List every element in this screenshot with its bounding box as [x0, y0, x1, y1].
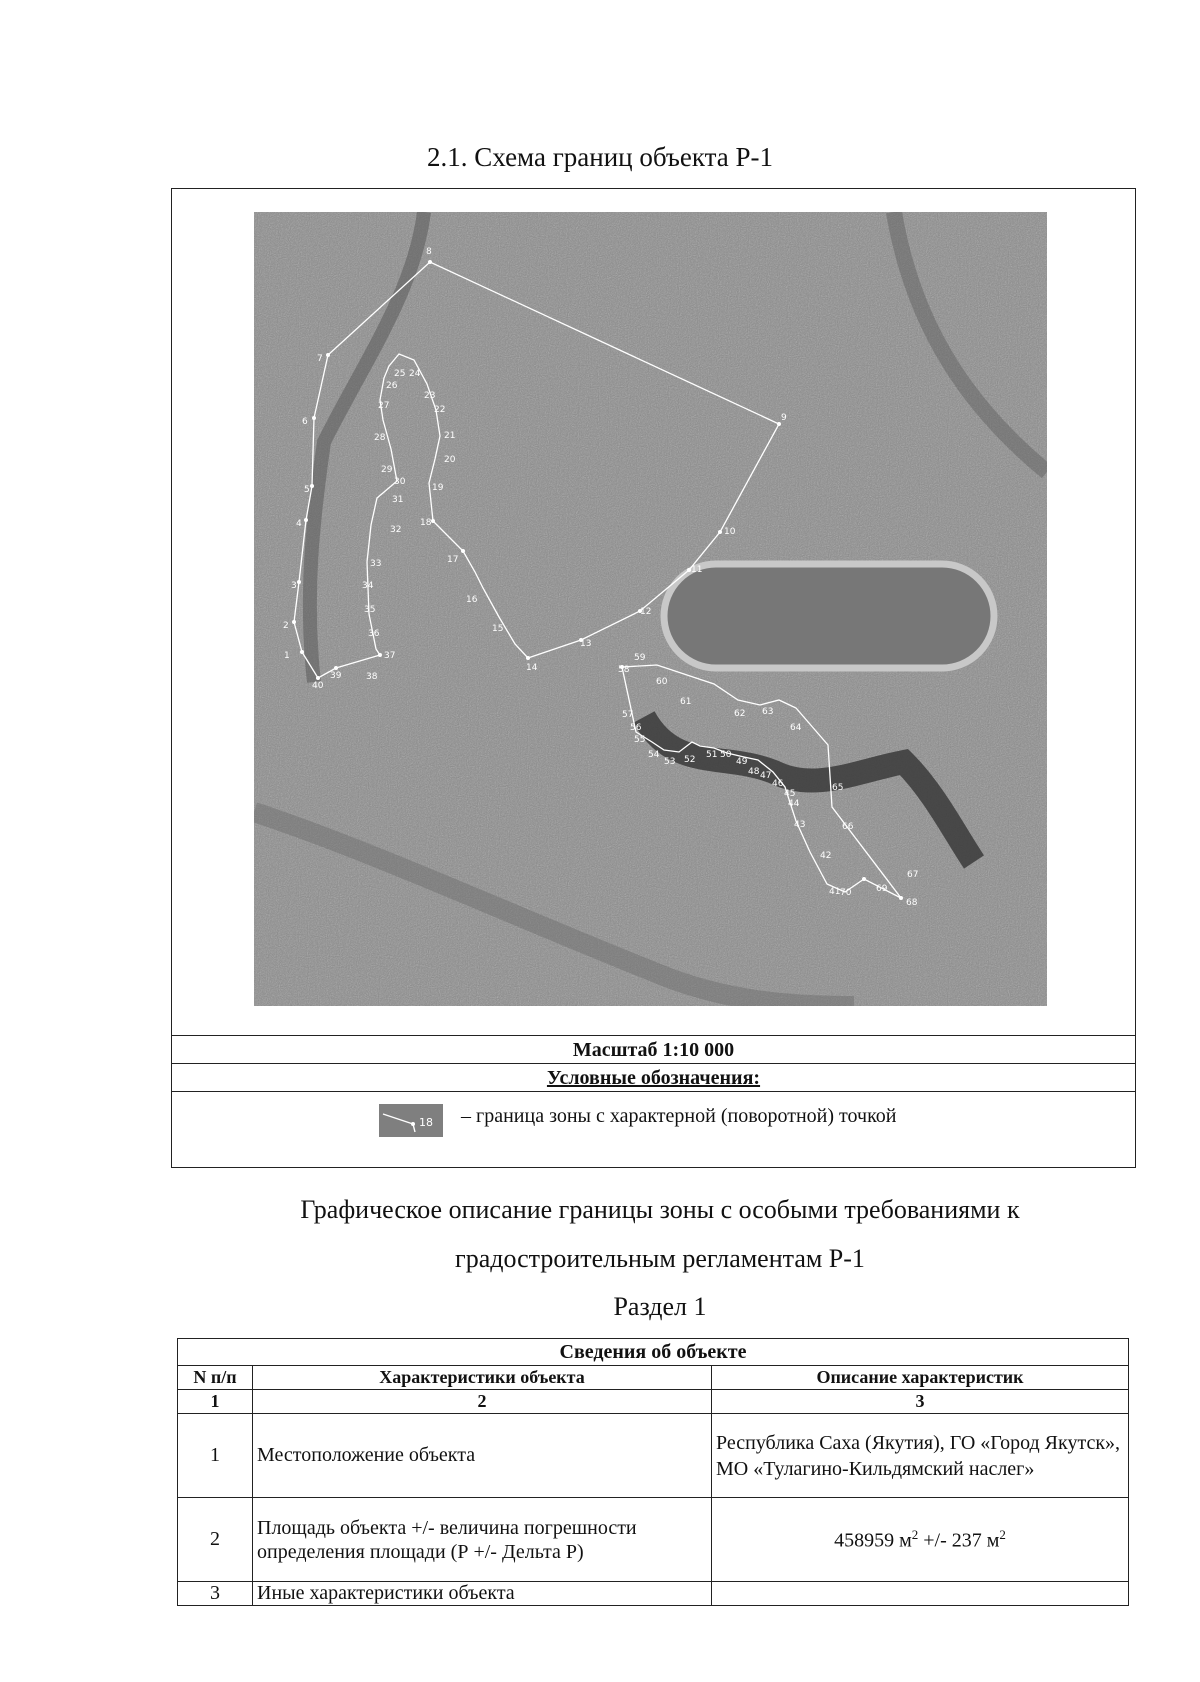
stadium-track: [664, 564, 994, 668]
table-header-row: [178, 1366, 1129, 1390]
vertex-label: 6: [302, 417, 308, 427]
row-value: [712, 1582, 1129, 1606]
vertex-label: 36: [368, 629, 380, 639]
header-number: N п/п: [178, 1366, 253, 1390]
vertex-label: 4: [296, 519, 302, 529]
vertex-label: 11: [691, 565, 703, 575]
vertex-label: 55: [634, 735, 646, 745]
vertex-label: 44: [788, 799, 800, 809]
vertex-label: 58: [618, 665, 630, 675]
vertex-label: 62: [734, 709, 746, 719]
header-number-3: 3: [712, 1390, 1129, 1414]
scheme-title: 2.1. Схема границ объекта Р-1: [426, 142, 773, 172]
vertex-label: 43: [794, 820, 806, 830]
vertex-label: 70: [840, 888, 852, 898]
vertex-label: 21: [444, 431, 456, 441]
vertex-label: 29: [381, 465, 393, 475]
vertex-label: 23: [424, 391, 436, 401]
vertex-label: 39: [330, 671, 342, 681]
row-number: 3: [178, 1582, 253, 1606]
vertex-label: 41: [829, 887, 841, 897]
boundary-map-svg: [254, 212, 1047, 1006]
row-value: [712, 1498, 1129, 1582]
table-row: [178, 1582, 1129, 1606]
vertex-label: 19: [432, 483, 444, 493]
row-name: Иные характеристики объекта: [253, 1582, 712, 1606]
vertex-label: 8: [426, 247, 432, 257]
vertex-label: 56: [630, 723, 642, 733]
vertex-label: 27: [378, 401, 390, 411]
header-description: Описание характеристик: [712, 1366, 1129, 1390]
area-unit-exponent: 2: [911, 1526, 919, 1542]
vertex-label: 57: [622, 710, 634, 720]
vertex-label: 33: [370, 559, 382, 569]
vertex-label: 35: [364, 605, 376, 615]
vertex-label: 3: [291, 581, 297, 591]
vertex-label: 25: [394, 369, 406, 379]
vertex-label: 42: [820, 851, 832, 861]
vertex-label: 24: [409, 369, 421, 379]
vertex-label: 14: [526, 663, 538, 673]
vertex-label: 61: [680, 697, 692, 707]
vertex-label: 46: [772, 779, 784, 789]
header-characteristics: Характеристики объекта: [253, 1366, 712, 1390]
vertex-label: 64: [790, 723, 802, 733]
row-number: 1: [178, 1414, 253, 1498]
row-name: Площадь объекта +/- величина погрешности определения площади (Р +/- Дельта Р): [253, 1498, 712, 1582]
legend-description: – граница зоны с характерной (поворотной) точкой: [461, 1105, 897, 1127]
vertex-label: 16: [466, 595, 478, 605]
vertex-label: 45: [784, 789, 796, 799]
vertex-label: 47: [760, 771, 772, 781]
vertex-label: 68: [906, 898, 918, 908]
vertex-label: 20: [444, 455, 456, 465]
vertex-label: 40: [312, 681, 324, 691]
vertex-label: 69: [876, 884, 888, 894]
section-title: Раздел 1: [613, 1292, 707, 1321]
scale-label: Масштаб 1:10 000: [171, 1035, 1136, 1063]
object-info-table: [177, 1338, 1129, 1606]
legend-title: Условные обозначения:: [546, 1067, 761, 1089]
legend-row: [171, 1091, 1136, 1131]
vertex-label: 50: [720, 750, 732, 760]
map-image: [254, 212, 1047, 1006]
legend-title-row: [171, 1063, 1136, 1091]
header-number-1: 1: [178, 1390, 253, 1414]
vertex-label: 38: [366, 672, 378, 682]
vertex-label: 66: [842, 822, 854, 832]
graph-description-line1: Графическое описание границы зоны с особыми требованиями к: [300, 1195, 1020, 1224]
vertex-label: 32: [390, 525, 402, 535]
vertex-label: 52: [684, 755, 696, 765]
vertex-label: 34: [362, 581, 374, 591]
row-number: 2: [178, 1498, 253, 1582]
vertex-label: 5: [304, 485, 310, 495]
row-name: Местоположение объекта: [253, 1414, 712, 1498]
vertex-label: 37: [384, 651, 396, 661]
vertex-label: 22: [434, 405, 446, 415]
vertex-label: 48: [748, 767, 760, 777]
vertex-label: 59: [634, 653, 646, 663]
vertex-label: 67: [907, 870, 919, 880]
table-row: [178, 1414, 1129, 1498]
vertex-label: 26: [386, 381, 398, 391]
vertex-label: 13: [580, 639, 592, 649]
area-value: 458959 м: [834, 1529, 912, 1552]
table-caption-row: [178, 1339, 1129, 1366]
vertex-label: 30: [394, 477, 406, 487]
vertex-label: 53: [664, 757, 676, 767]
vertex-label: 49: [736, 757, 748, 767]
graph-description-line2: градостроительным регламентам Р-1: [455, 1244, 865, 1273]
row-value: Республика Саха (Якутия), ГО «Город Якутск», МО «Тулагино-Кильдямский наслег»: [712, 1414, 1129, 1498]
vertex-label: 65: [832, 783, 844, 793]
vertex-label: 2: [283, 621, 289, 631]
legend-swatch-label: 18: [419, 1116, 433, 1129]
vertex-label: 31: [392, 495, 404, 505]
table-row: [178, 1498, 1129, 1582]
table-header-numbers-row: [178, 1390, 1129, 1414]
vertex-label: 1: [284, 651, 290, 661]
tolerance-unit-exponent: 2: [999, 1526, 1006, 1542]
vertex-label: 63: [762, 707, 774, 717]
legend-swatch: [379, 1104, 443, 1137]
vertex-label: 17: [447, 555, 459, 565]
vertex-label: 12: [640, 607, 652, 617]
vertex-label: 9: [781, 413, 787, 423]
header-number-2: 2: [253, 1390, 712, 1414]
vertex-label: 60: [656, 677, 668, 687]
vertex-label: 18: [420, 518, 432, 528]
vertex-label: 15: [492, 624, 504, 634]
vertex-label: 10: [724, 527, 736, 537]
vertex-label: 28: [374, 433, 386, 443]
legend-boundary-icon: [379, 1104, 443, 1137]
vertex-label: 54: [648, 750, 660, 760]
table-caption: Сведения об объекте: [178, 1339, 1129, 1366]
vertex-label: 51: [706, 750, 718, 760]
area-tolerance: +/- 237 м: [918, 1529, 1000, 1552]
vertex-label: 7: [317, 354, 323, 364]
